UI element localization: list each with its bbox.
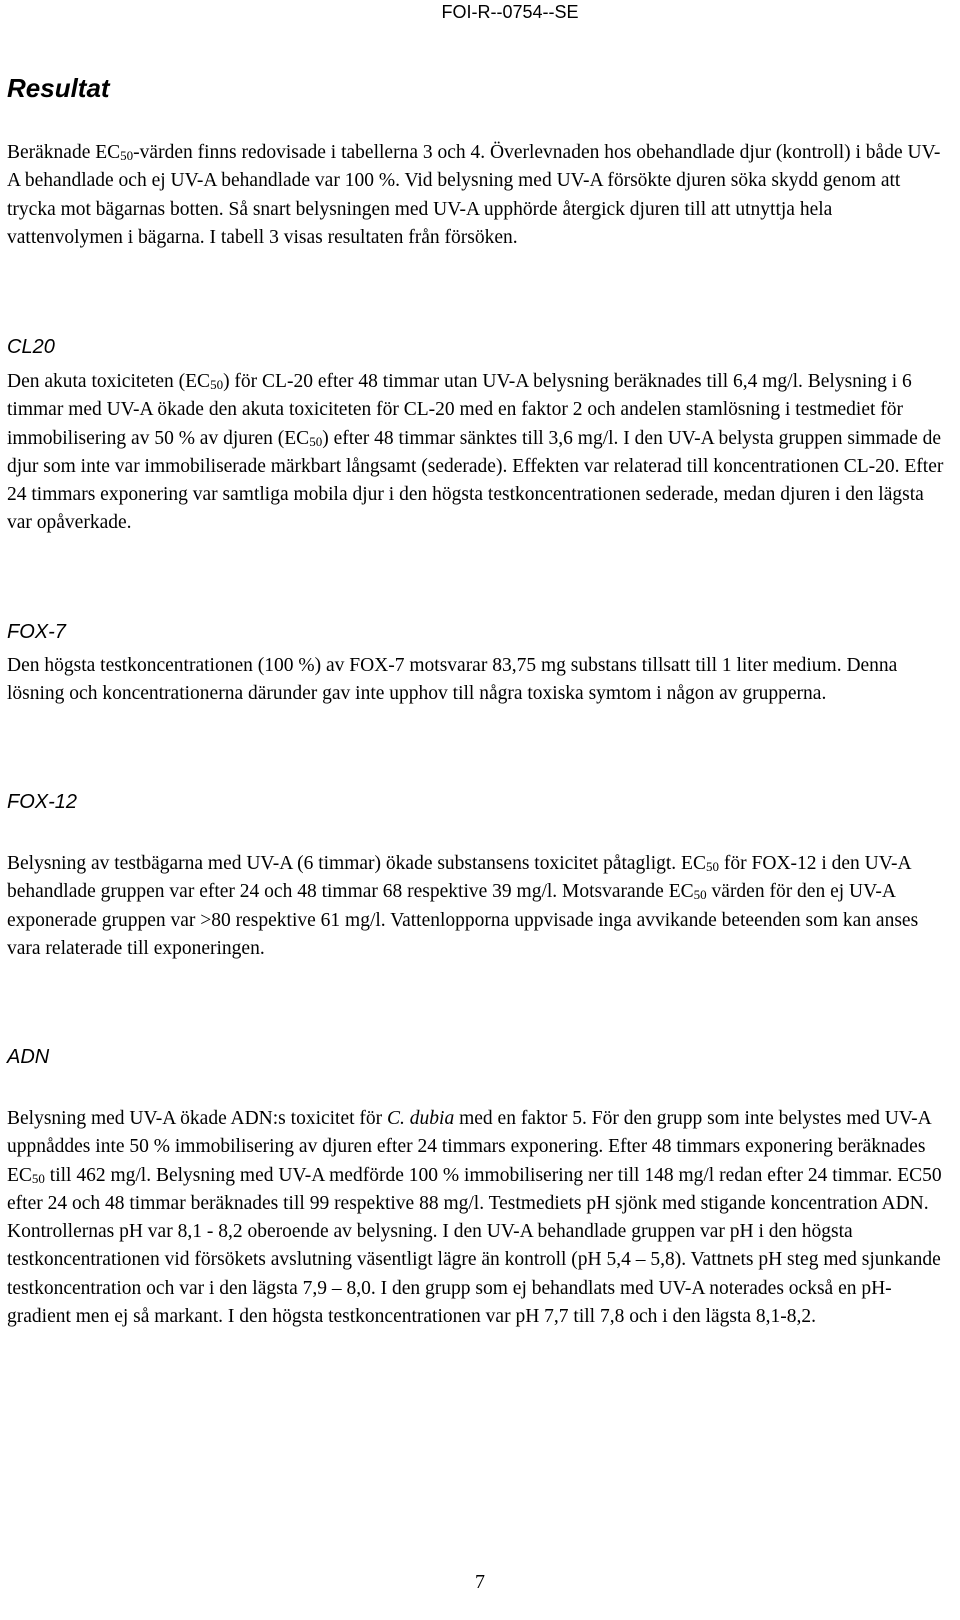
cl20-subscript-2: 50 xyxy=(309,433,323,449)
intro-subscript-1: 50 xyxy=(120,148,134,163)
adn-subscript-1: 50 xyxy=(31,1170,45,1186)
cl20-paragraph xyxy=(7,368,952,538)
section-heading-fox12: FOX-12 xyxy=(7,791,78,813)
fox12-text-3: värden för den ej UV-A exponerade gruppen var >80 respektive 61 mg/l. Vattenlopporna uppvisade inga avvikande beteenden som kan anses vara relaterade till exponeringen. xyxy=(7,881,919,959)
intro-text-1: Beräknade EC xyxy=(7,142,121,163)
adn-species-name: C. dubia xyxy=(387,1108,455,1129)
fox12-subscript-2: 50 xyxy=(693,887,707,903)
section-heading-fox7: FOX-7 xyxy=(7,621,66,643)
page-number: 7 xyxy=(475,1571,485,1593)
fox12-paragraph xyxy=(7,850,952,963)
cl20-text-3: ) efter 48 timmar sänktes till 3,6 mg/l. I den UV-A belysta gruppen simmade de djur som inte var immobiliserade märkbart långsamt (sederade). Effekten var relaterad till koncentrationen CL-20. Efter 24 timmars exponering var samtliga mobila djur i den högsta testkoncentrationen sederade, medan djuren i den lägsta var opåverkade. xyxy=(7,427,944,534)
adn-text-3: till 462 mg/l. Belysning med UV-A medförde 100 % immobilisering ner till 148 mg/l redan efter 24 timmar. EC50 efter 24 och 48 timmar beräknades till 99 respektive 88 mg/l. Testmediets pH sjönk med stigande koncentration ADN. Kontrollernas pH var 8,1 - 8,2 oberoende av belysning. I den UV-A behandlade gruppen var pH i den högsta testkoncentrationen vid försökets avslutning väsentligt lägre än kontroll (pH 5,4 – 5,8). Vattnets pH steg med sjunkande testkoncentration och var i den lägsta 7,9 – 8,0. I den grupp som ej behandlats med UV-A noterades också en pH-gradient men ej så markant. I den högsta testkoncentrationen var pH 7,7 till 7,8 och i den lägsta 8,1-8,2. xyxy=(7,1164,942,1328)
fox7-paragraph: Den högsta testkoncentrationen (100 %) av FOX-7 motsvarar 83,75 mg substans tillsatt till 1 liter medium. Denna lösning och koncentrationerna därunder gav inte upphov till några toxiska symtom i någon av grupperna. xyxy=(7,655,898,705)
fox12-text-2: för FOX-12 i den UV-A behandlade gruppen var efter 24 och 48 timmar 68 respektive 39 mg/l. Motsvarande EC xyxy=(7,853,911,903)
intro-paragraph xyxy=(7,139,952,252)
section-heading-cl20: CL20 xyxy=(7,336,55,358)
section-heading-adn: ADN xyxy=(7,1046,50,1068)
adn-text-2: med en faktor 5. För den grupp som inte belystes med UV-A uppnåddes inte 50 % immobilisering av djuren efter 24 timmars exponering. Efter 48 timmars exponering beräknades EC xyxy=(7,1108,931,1186)
cl20-text-1: Den akuta toxiciteten (EC xyxy=(7,371,211,392)
fox12-text-1: Belysning av testbägarna med UV-A (6 timmar) ökade substansens toxicitet påtagligt. EC xyxy=(7,853,706,874)
adn-text-1: Belysning med UV-A ökade ADN:s toxicitet för xyxy=(7,1108,388,1129)
intro-text-2: -värden finns redovisade i tabellerna 3 och 4. Överlevnaden hos obehandlade djur (kontroll) i både UV-A behandlade och ej UV-A behandlade var 100 %. Vid belysning med UV-A försökte djuren söka skydd genom att trycka mot bägarnas botten. Så snart belysningen med UV-A upphörde återgick djuren till att utnyttja hela vattenvolymen i bägarna. I tabell 3 visas resultaten från försöken. xyxy=(7,142,941,248)
fox12-subscript-1: 50 xyxy=(705,859,719,874)
cl20-subscript-1: 50 xyxy=(210,377,224,392)
document-id: FOI-R--0754--SE xyxy=(441,2,579,22)
adn-paragraph xyxy=(7,1105,952,1331)
cl20-text-2: ) för CL-20 efter 48 timmar utan UV-A belysning beräknades till 6,4 mg/l. Belysning i 6 timmar med UV-A ökade den akuta toxiciteten för CL-20 med en faktor 2 och andelen stamlösning i testmediet för immobilisering av 50 % av djuren (EC xyxy=(7,371,912,449)
page-title: Resultat xyxy=(7,73,110,103)
